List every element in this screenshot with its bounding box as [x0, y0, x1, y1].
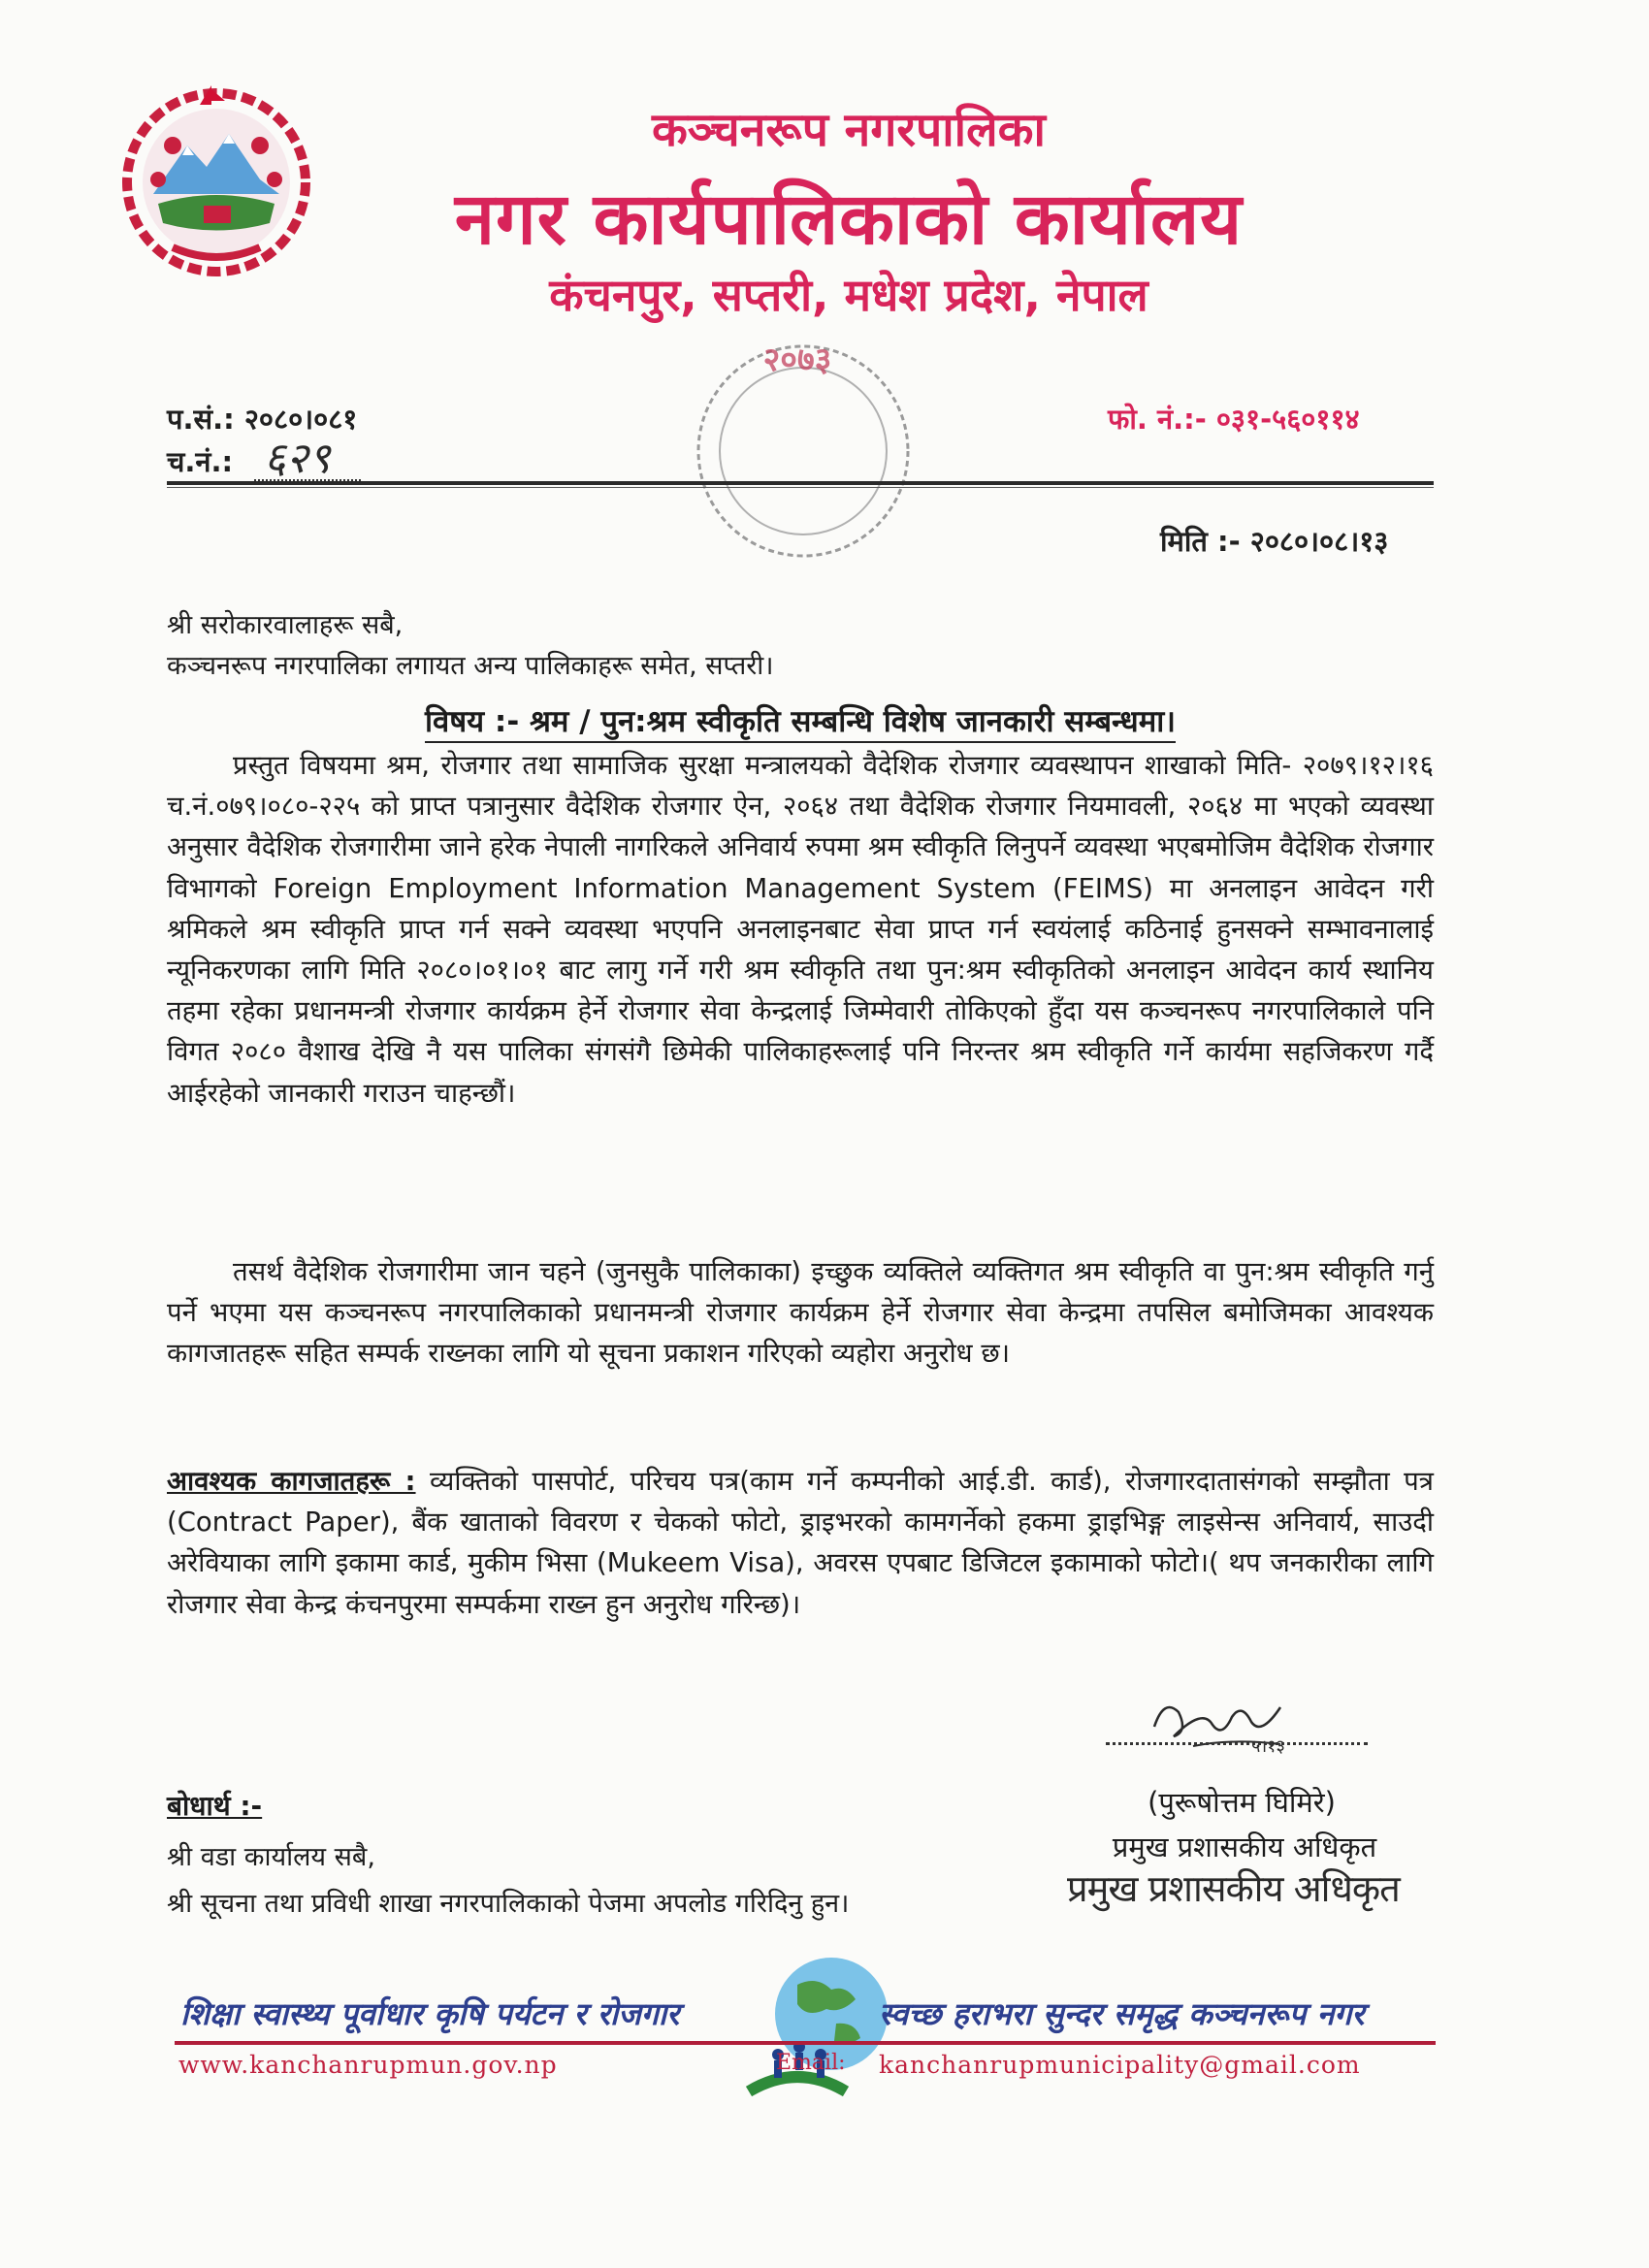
signer-title: प्रमुख प्रशासकीय अधिकृत [1112, 1831, 1377, 1863]
municipality-name: कञ्चनरूप नगरपालिका [652, 103, 1046, 157]
website-link[interactable]: www.kanchanrupmun.gov.np [178, 2051, 558, 2079]
phone-number: फो. नं.:- ०३१-५६०११४ [1108, 403, 1360, 436]
footer-slogan-right: स्वच्छ हराभरा सुन्दर समृद्ध कञ्चनरूप नगर [879, 1995, 1365, 2032]
signer-name: (पुरूषोत्तम घिमिरे) [1148, 1786, 1336, 1819]
reference-number: प.सं.: २०८०।०८१ [167, 403, 358, 436]
letter-date: मिति :- २०८०।०८।१३ [1160, 525, 1389, 558]
email-label: Email: [776, 2051, 846, 2075]
nepal-emblem-icon [114, 78, 318, 281]
chalani-number: ६२९ [264, 434, 331, 483]
office-address: कंचनपुर, सप्तरी, मधेश प्रदेश, नेपाल [549, 269, 1148, 321]
recipient-line-1: श्री सरोकारवालाहरू सबै, [167, 610, 404, 640]
svg-text:५।१३: ५।१३ [1251, 1736, 1285, 1756]
body-paragraph-1: प्रस्तुत विषयमा श्रम, रोजगार तथा सामाजिक सुरक्षा मन्त्रालयको वैदेशिक रोजगार व्यवस्थापन शाखाको मिति- २०७९।१२।१६ च.नं.०७९।०८०-२२५ को प्राप्त पत्रानुसार वैदेशिक रोजगार ऐन, २०६४ तथा वैदेशिक रोजगार नियमावली, २०६४ मा भएको व्यवस्था अनुसार वैदेशिक रोजगारीमा जाने हरेक नेपाली नागरिकले अनिवार्य रुपमा श्रम स्वीकृति लिनुपर्ने व्यवस्था भएबमोजिम वैदेशिक रोजगार विभागको Foreign Employment Information Management System (FEIMS) मा अनलाइन आवेदन गरी श्रमिकले श्रम स्वीकृति प्राप्त गर्न सक्ने व्यवस्था भएपनि अनलाइनबाट सेवा प्राप्त गर्न स्वयंलाई कठिनाई हुनसक्ने सम्भावनालाई न्यूनिकरणका लागि मिति २०८०।०१।०१ बाट लागु गर्ने गरी श्रम स्वीकृति तथा पुन:श्रम स्वीकृतिको अनलाइन आवेदन कार्य स्थानिय तहमा रहेका प्रधानमन्त्री रोजगार कार्यक्रम हेर्ने रोजगार सेवा केन्द्रलाई जिम्मेवारी तोकिएको हुँदा यस कञ्चनरूप नगरपालिकाले पनि विगत २०८० वैशाख देखि नै यस पालिका संगसंगै छिमेकी पालिकाहरूलाई पनि निरन्तर श्रम स्वीकृति गर्ने कार्यमा सहजिकरण गर्दै आईरहेको जानकारी गराउन चाहन्छौं। [167, 750, 1434, 1109]
cc-line-1: श्री वडा कार्यालय सबै, [167, 1842, 375, 1872]
footer-divider [175, 2041, 1436, 2045]
body-paragraph-2: तसर्थ वैदेशिक रोजगारीमा जान चहने (जुनसुकै पालिकाका) इच्छुक व्यक्तिले व्यक्तिगत श्रम स्वीकृति वा पुन:श्रम स्वीकृति गर्नु पर्ने भएमा यस कञ्चनरूप नगरपालिकाको प्रधानमन्त्री रोजगार कार्यक्रम हेर्ने रोजगार सेवा केन्द्रमा तपसिल बमोजिमका आवश्यक कागजातहरू सहित सम्पर्क राख्नका लागि यो सूचना प्रकाशन गरिएको व्यहोरा अनुरोध छ। [167, 1256, 1434, 1370]
recipient-line-2: कञ्चनरूप नगरपालिका लगायत अन्य पालिकाहरू समेत, सप्तरी। [167, 651, 774, 681]
required-documents-list: व्यक्तिको पासपोर्ट, परिचय पत्र(काम गर्ने कम्पनीको आई.डी. कार्ड), रोजगारदातासंगको सम्झौता पत्र (Contract Paper), बैंक खाताको विवरण र चेकको फोटो, ड्राइभरको कामगर्नेको हकमा ड्राइभिङ्ग लाइसेन्स अनिवार्य, साउदी अरेवियाका लागि इकामा कार्ड, मुकीम भिसा (Mukeem Visa), अवरस एपबाट डिजिटल इकामाको फोटो।( थप जनकारीका लागि रोजगार सेवा केन्द्र कंचनपुरमा सम्पर्कमा राख्न हुन अनुरोध गरिन्छ)। [167, 1466, 1434, 1620]
chalani-label: च.नं.: [167, 445, 234, 478]
office-stamp [660, 320, 941, 563]
office-title: नगर कार्यपालिकाको कार्यालय [454, 178, 1244, 261]
cc-label: बोधार्थ :- [167, 1790, 263, 1822]
signature-line [1106, 1742, 1368, 1745]
footer-slogan-left: शिक्षा स्वास्थ्य पूर्वाधार कृषि पर्यटन र रोजगार [180, 1995, 680, 2032]
header-divider-thin [167, 487, 1434, 488]
subject-line: विषय :- श्रम / पुन:श्रम स्वीकृति सम्बन्धि विशेष जानकारी सम्बन्धमा। [167, 700, 1434, 741]
header-divider [167, 481, 1434, 485]
required-documents-label: आवश्यक कागजातहरू : [167, 1466, 416, 1497]
email-link[interactable]: kanchanrupmunicipality@gmail.com [879, 2051, 1361, 2079]
cc-line-2: श्री सूचना तथा प्रविधी शाखा नगरपालिकाको पेजमा अपलोड गरिदिनु हुन। [167, 1889, 850, 1919]
required-documents [167, 1461, 1434, 1625]
stamp-year: २०७३ [762, 340, 832, 379]
designation-stamp: प्रमुख प्रशासकीय अधिकृत [1067, 1867, 1400, 1910]
